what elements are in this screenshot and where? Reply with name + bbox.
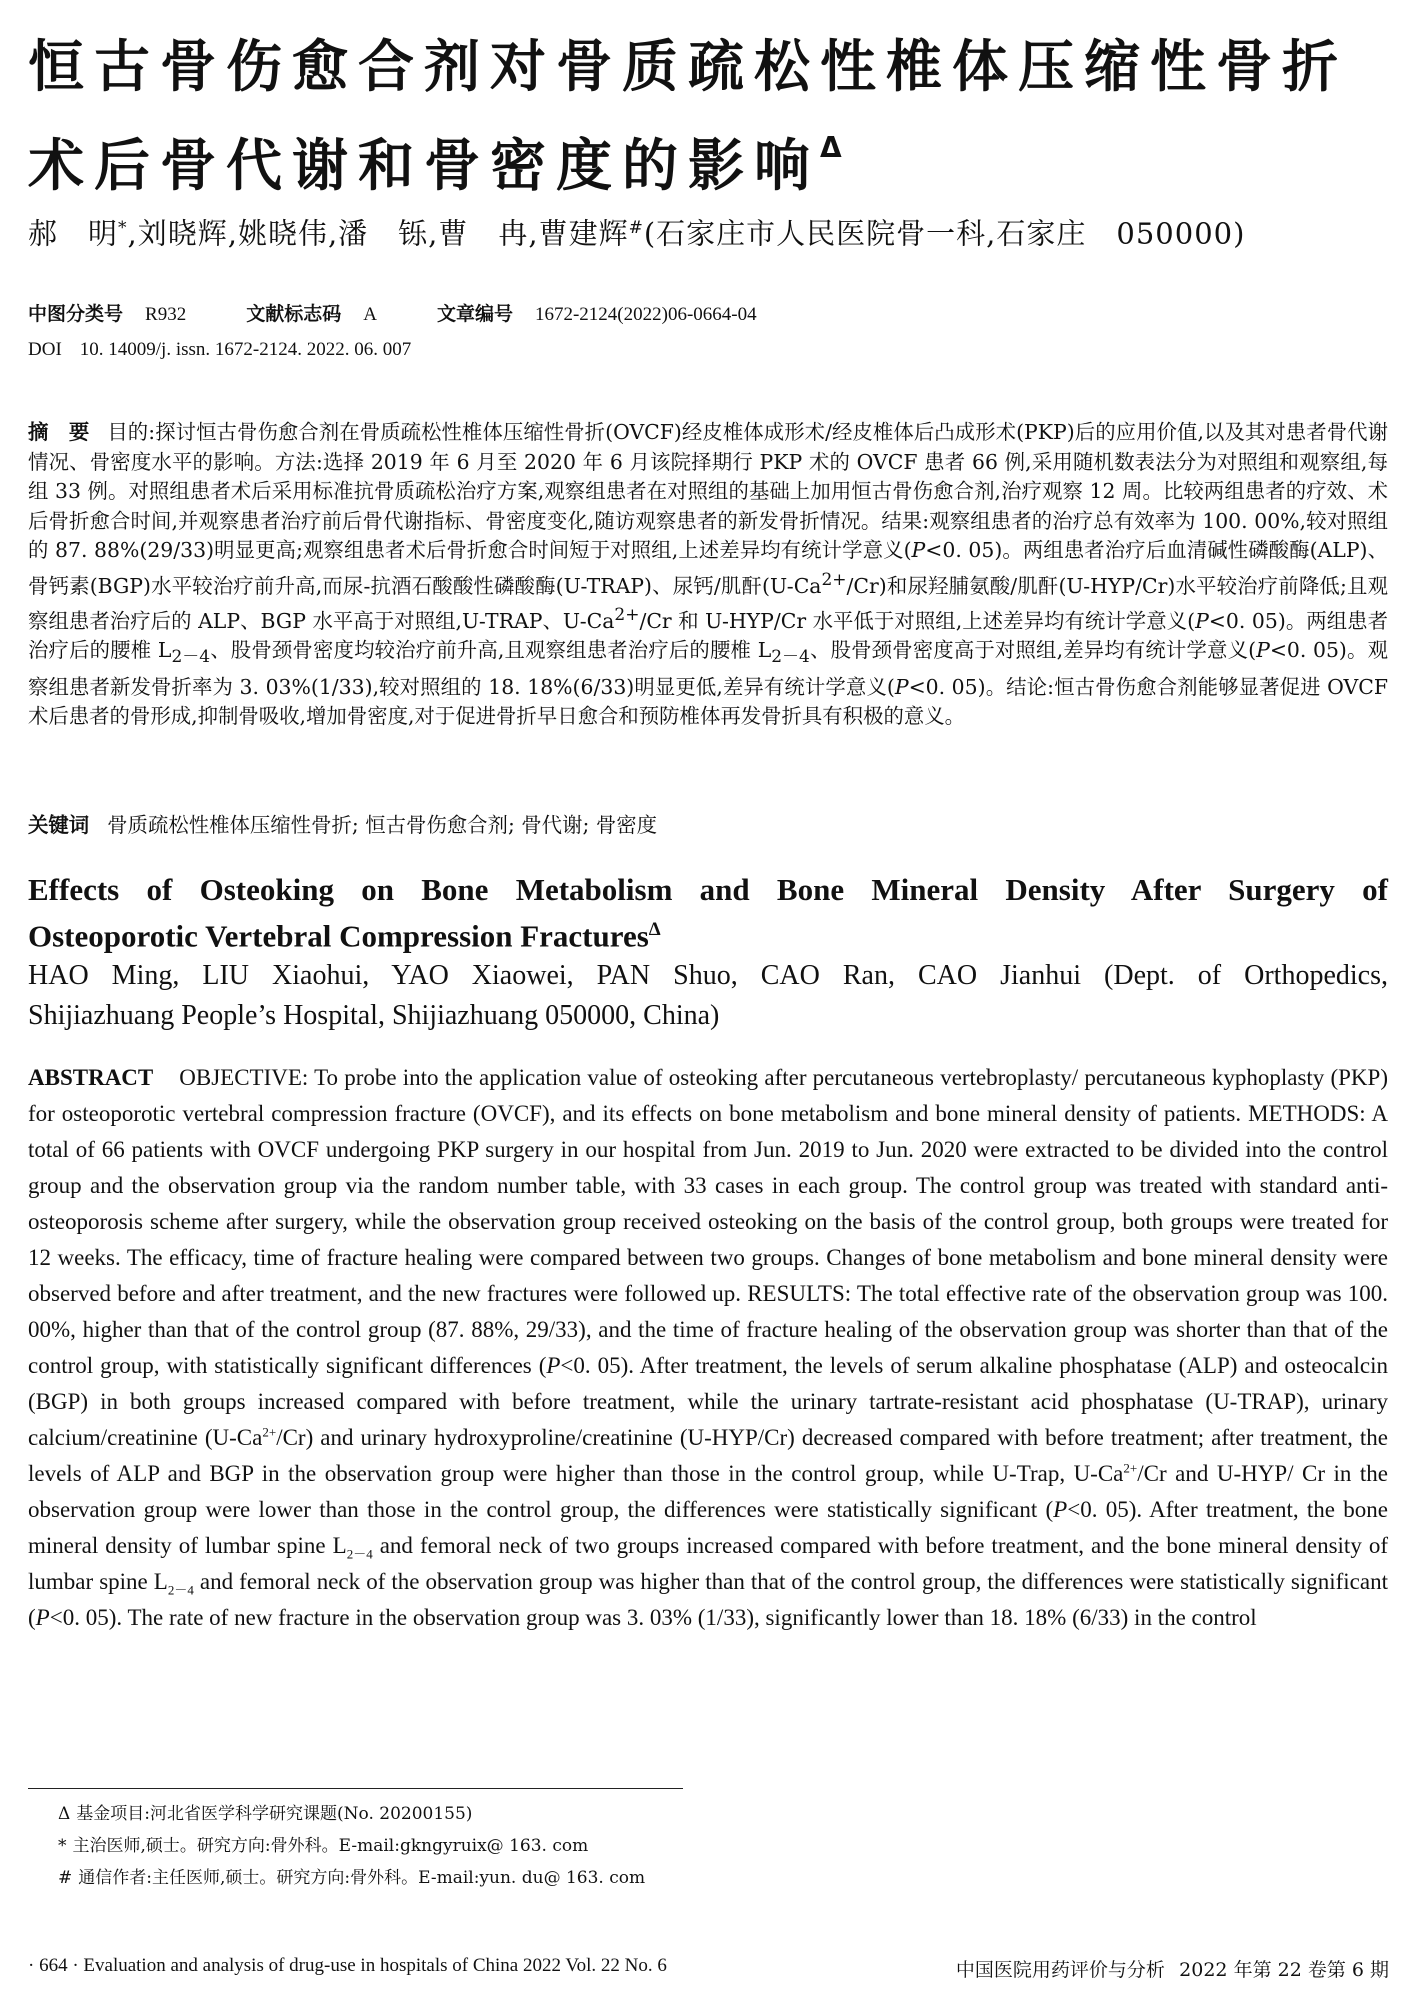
corresponding-mark: #: [628, 218, 644, 238]
chinese-abstract: [28, 418, 1388, 732]
abstract-en-seg: /Cr and U-HYP/ Cr in the observation group were lower than those in the control group, the differences were statistically significant (: [28, 1461, 1388, 1522]
journal-name-cn: 中国医院用药评价与分析: [955, 1959, 1165, 1981]
abstract-en-p: P: [1053, 1497, 1068, 1522]
chinese-title-line-2-text: 术后骨代谢和骨密度的影响: [28, 134, 820, 199]
abstract-cn-p: P: [1256, 638, 1270, 663]
english-fund-mark: Δ: [648, 919, 661, 940]
english-abstract-label: ABSTRACT: [28, 1065, 154, 1090]
first-author-mark: *: [118, 218, 128, 238]
classification-line: [28, 301, 817, 328]
chinese-abstract-label: 摘 要: [28, 420, 90, 444]
footnote-text: 基金项目:河北省医学科学研究课题(No. 20200155): [76, 1804, 473, 1824]
abstract-en-sub: 2－4: [167, 1582, 194, 1598]
abstract-en-p: P: [35, 1605, 50, 1630]
footnote-mark: Δ: [58, 1804, 71, 1824]
abstract-cn-seg: <0. 05)。两组患者治疗后血清碱性磷酸酶(ALP)、骨钙素(BGP)水平较治疗前升高,而尿-抗酒石酸酸性磷酸酶(U-TRAP)、尿钙/肌酐(U-Ca: [28, 538, 1388, 598]
english-title-line-2-text: Osteoporotic Vertebral Compression Fractures: [28, 918, 649, 954]
footnote-first-author: [58, 1830, 645, 1862]
abstract-en-sub: 2－4: [346, 1546, 373, 1562]
doi-line: [28, 337, 471, 363]
footnote-divider: [28, 1788, 683, 1789]
english-title: [28, 870, 1388, 956]
abstract-en-p: P: [546, 1353, 561, 1378]
abstract-cn-sub: 2－4: [171, 647, 211, 668]
abstract-cn-p: P: [911, 538, 926, 562]
article-no-value: 1672-2124(2022)06-0664-04: [534, 304, 757, 325]
english-title-line-2: [28, 910, 1388, 956]
abstract-cn-seg: 、股骨颈骨密度高于对照组,差异均有统计学意义(: [809, 638, 1257, 663]
abstract-en-sup: 2+: [1123, 1460, 1138, 1476]
abstract-cn-sup: 2+: [821, 569, 847, 590]
first-author: 郝 明: [28, 216, 119, 251]
abstract-cn-seg: <0. 05)。结论:恒古骨伤愈合剂能够显著促进 OVCF 术后患者的骨形成,抑制骨吸收,增加骨密度,对于促进骨折早日愈合和预防椎体再发骨折具有积极的意义。: [28, 674, 1388, 729]
abstract-en-sup: 2+: [262, 1424, 277, 1440]
chinese-title-line-2: [28, 108, 1398, 207]
footnotes: [58, 1798, 645, 1894]
keywords-text: 骨质疏松性椎体压缩性骨折; 恒古骨伤愈合剂; 骨代谢; 骨密度: [107, 813, 657, 837]
footnote-mark: *: [58, 1836, 67, 1856]
clc-label: 中图分类号: [28, 303, 124, 325]
fund-mark: Δ: [820, 131, 842, 164]
abstract-en-seg: and femoral neck of the observation group was higher than that of the control group, the differences were statistically significant (: [28, 1569, 1388, 1630]
chinese-title-line-1: 恒古骨伤愈合剂对骨质疏松性椎体压缩性骨折: [28, 35, 1348, 100]
doccode-value: A: [363, 304, 377, 325]
footnote-fund: [58, 1798, 645, 1830]
chinese-title: [28, 28, 1398, 207]
clc-value: R932: [145, 304, 187, 325]
chinese-authors: [28, 208, 1245, 254]
abstract-cn-seg: <0. 05)。两组患者治疗后的腰椎 L: [28, 608, 1388, 663]
abstract-cn-sub: 2－4: [771, 647, 810, 668]
article-no-label: 文章编号: [436, 303, 513, 325]
abstract-cn-sup: 2+: [614, 604, 640, 625]
english-title-line-1: Effects of Osteoking on Bone Metabolism and Bone Mineral Density After Surgery of: [28, 872, 1388, 907]
abstract-cn-seg: /Cr)和尿羟脯氨酸/肌酐(U-HYP/Cr)水平较治疗前降低;且观察组患者治疗后的 ALP、BGP 水平高于对照组,U-TRAP、U-Ca: [28, 573, 1388, 633]
doi-value: 10. 14009/j. issn. 1672-2124. 2022. 06. 007: [79, 339, 412, 360]
page-footer-right: [956, 1955, 1389, 1982]
doi-label: DOI: [28, 339, 62, 360]
footnote-text: 通信作者:主任医师,硕士。研究方向:骨外科。E-mail:yun. du@ 163. com: [78, 1868, 646, 1888]
abstract-cn-seg: <0. 05)。观察组患者新发骨折率为 3. 03%(1/33),较对照组的 18. 18%(6/33)明显更低,差异有统计学意义(: [28, 638, 1388, 699]
footnote-mark: #: [58, 1868, 73, 1888]
abstract-cn-seg: 目的:探讨恒古骨伤愈合剂在骨质疏松性椎体压缩性骨折(OVCF)经皮椎体成形术/经皮椎体后凸成形术(PKP)后的应用价值,以及其对患者骨代谢情况、骨密度水平的影响。方法:选择 2019 年 6 月至 2020 年 6 月该院择期行 PKP 术的 OVCF 患者 66 例,采用随机数表法分为对照组和观察组,每组 33 例。对照组患者术后采用标准抗骨质疏松治疗方案,观察组患者在对照组的基础上加用恒古骨伤愈合剂,治疗观察 12 周。比较两组患者的疗效、术后骨折愈合时间,并观察患者治疗前后骨代谢指标、骨密度变化,随访观察患者的新发骨折情况。结果:观察组患者的治疗总有效率为 100. 00%,较对照组的 87. 88%(29/33)明显更高;观察组患者术后骨折愈合时间短于对照组,上述差异均有统计学意义(: [28, 420, 1388, 562]
abstract-en-seg: /Cr) and urinary hydroxyproline/creatinine (U-HYP/Cr) decreased compared with before treatment; after treatment, the levels of ALP and BGP in the observation group were higher than those in the control group, while U-Trap, U-Ca: [28, 1425, 1388, 1486]
abstract-en-seg: OBJECTIVE: To probe into the application value of osteoking after percutaneous vertebroplasty/ percutaneous kyphoplasty (PKP) for osteoporotic vertebral compression fracture (OVCF), and its effects on bone metabolism and bone mineral density of patients. METHODS: A total of 66 patients with OVCF undergoing PKP surgery in our hospital from Jun. 2019 to Jun. 2020 were extracted to be divided into the control group and the observation group via the random number table, with 33 cases in each group. The control group was treated with standard anti-osteoporosis scheme after surgery, while the observation group received osteoking on the basis of the control group, both groups were treated for 12 weeks. The efficacy, time of fracture healing were compared between two groups. Changes of bone metabolism and bone mineral density were observed before and after treatment, and the new fractures were followed up. RESULTS: The total effective rate of the observation group was 100. 00%, higher than that of the control group (87. 88%, 29/33), and the time of fracture healing of the observation group was shorter than that of the control group, with statistically significant differences (: [28, 1065, 1388, 1378]
english-authors: [28, 956, 1388, 1036]
footnote-text: 主治医师,硕士。研究方向:骨外科。E-mail:gkngyruix@ 163. com: [72, 1836, 589, 1856]
keywords-label: 关键词: [28, 813, 90, 837]
doccode-label: 文献标志码: [246, 303, 342, 325]
abstract-cn-seg: /Cr 和 U-HYP/Cr 水平低于对照组,上述差异均有统计学意义(: [639, 608, 1196, 633]
english-abstract: [28, 1060, 1388, 1636]
abstract-cn-p: P: [1195, 608, 1209, 633]
chinese-affiliation: (石家庄市人民医院骨一科,石家庄 050000): [643, 216, 1246, 251]
abstract-cn-seg: 、股骨颈骨密度均较治疗前升高,且观察组患者治疗后的腰椎 L: [210, 638, 772, 663]
co-authors: ,刘晓辉,姚晓伟,潘 铄,曹 冉,曹建辉: [127, 216, 629, 251]
abstract-en-seg: and femoral neck of two groups increased compared with before treatment, and the bone mineral density of lumbar spine L: [28, 1533, 1388, 1594]
english-authors-line-2: Shijiazhuang People’s Hospital, Shijiazhuang 050000, China): [28, 1000, 720, 1031]
chinese-keywords: [28, 810, 657, 840]
footnote-corresponding: [58, 1862, 645, 1894]
abstract-cn-p: P: [894, 674, 909, 699]
abstract-en-seg: <0. 05). The rate of new fracture in the observation group was 3. 03% (1/33), significantly lower than 18. 18% (6/33) in the control: [49, 1605, 1257, 1630]
abstract-en-seg: <0. 05). After treatment, the levels of serum alkaline phosphatase (ALP) and osteocalcin (BGP) in both groups increased compared with before treatment, while the urinary tartrate-resistant acid phosphatase (U-TRAP), urinary calcium/creatinine (U-Ca: [28, 1353, 1388, 1450]
english-authors-line-1: HAO Ming, LIU Xiaohui, YAO Xiaowei, PAN Shuo, CAO Ran, CAO Jianhui (Dept. of Orthopedics,: [28, 960, 1388, 991]
journal-issue-cn: 2022 年第 22 卷第 6 期: [1179, 1959, 1389, 1981]
abstract-en-seg: <0. 05). After treatment, the bone mineral density of lumbar spine L: [28, 1497, 1388, 1558]
page-footer-left: · 664 · Evaluation and analysis of drug-use in hospitals of China 2022 Vol. 22 No. 6: [28, 1955, 667, 1976]
